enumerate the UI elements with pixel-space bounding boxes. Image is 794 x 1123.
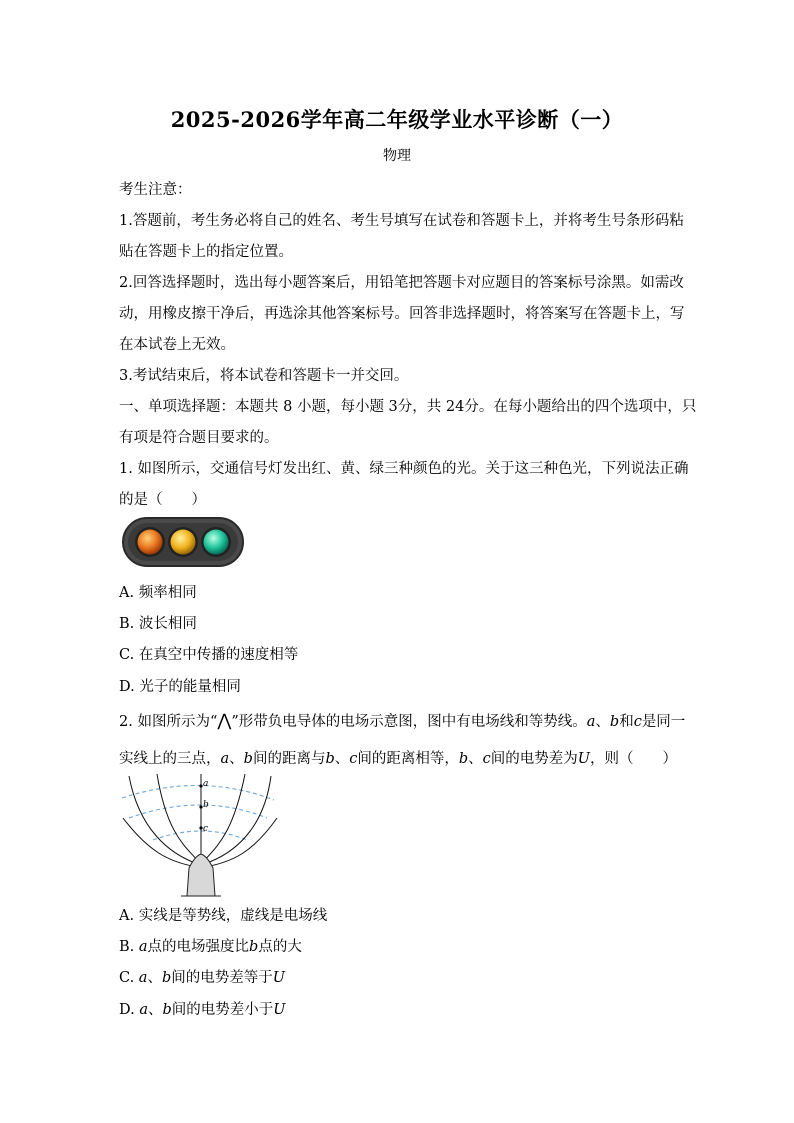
option-text: C. [119, 970, 139, 986]
q2-stem-text: 间的距离相等， [357, 751, 459, 767]
notice-item-2-line-2: 动，用橡皮擦干净后，再选涂其他答案标号。回答非选择题时，将答案写在答题卡上，写 [119, 306, 685, 322]
field-lines [123, 774, 277, 867]
var-b: b [249, 939, 259, 955]
q2-stem-line-2 [119, 747, 677, 768]
option-text: 、 [147, 1002, 163, 1018]
var-a: a [586, 714, 596, 730]
q2-option-a: A. 实线是等势线，虚线是电场线 [119, 908, 328, 924]
electric-field-figure [119, 774, 279, 898]
q2-stem-text: 间的距离与 [252, 751, 326, 767]
q2-option-d [119, 998, 286, 1019]
notice-heading: 考生注意： [119, 182, 192, 198]
q2-stem-text: 、 [229, 751, 244, 767]
q1-stem-line-2: 的是（ ） [119, 492, 206, 508]
q1-option-d: D. 光子的能量相同 [119, 679, 241, 695]
option-text: 、 [147, 970, 162, 986]
q2-stem-text: 实线上的三点， [119, 751, 221, 767]
option-text: 间的电势差等于 [171, 970, 273, 986]
q2-option-b [119, 935, 302, 956]
q2-stem-text: ”形带负电导体的电场示意图，图中有电场线和等势线。 [231, 714, 587, 730]
point-b-label: b [203, 800, 209, 810]
yellow-light [171, 530, 196, 555]
q2-stem-text: 、 [334, 751, 350, 767]
option-text: D. [119, 1002, 140, 1018]
notice-item-2-line-1: 2.回答选择题时，选出每小题答案后，用铅笔把答题卡对应题目的答案标号涂黑。如需改 [119, 275, 684, 291]
notice-item-1-line-2: 贴在答题卡上的指定位置。 [119, 244, 293, 260]
var-a: a [139, 1002, 148, 1018]
q2-stem-text: 间的电势差为 [490, 751, 578, 767]
subject-label: 物理 [383, 148, 411, 164]
notice-item-2-line-3: 在本试卷上无效。 [119, 337, 235, 353]
var-c: c [633, 714, 642, 730]
var-u: U [272, 970, 285, 986]
lambda-shape-symbol: ⋀ [217, 711, 232, 731]
var-a: a [138, 970, 148, 986]
var-b: b [325, 751, 335, 767]
option-text: 点的电场强度比 [147, 939, 250, 955]
lambda-conductor [187, 854, 215, 896]
var-u: U [273, 1002, 286, 1018]
var-a: a [220, 751, 230, 767]
red-light [138, 530, 163, 555]
var-a: a [138, 939, 148, 955]
q2-stem-text: 是同一 [641, 714, 686, 730]
option-text: B. [119, 939, 139, 955]
q2-option-c [119, 966, 285, 987]
var-c: c [349, 751, 358, 767]
var-b: b [161, 970, 172, 986]
point-c-label: c [203, 824, 209, 834]
q1-stem-line-1: 1. 如图所示，交通信号灯发出红、黄、绿三种颜色的光。关于这三种色光，下列说法正确 [119, 461, 689, 477]
q2-stem-line-1 [119, 710, 685, 731]
q2-stem-text: 、 [595, 714, 610, 730]
q1-option-b: B. 波长相同 [119, 616, 197, 632]
q1-option-a: A. 频率相同 [119, 585, 197, 601]
var-b: b [162, 1002, 172, 1018]
q1-option-c: C. 在真空中传播的速度相等 [119, 647, 299, 663]
green-light [204, 530, 229, 555]
var-b: b [609, 714, 620, 730]
notice-item-3: 3.考试结束后，将本试卷和答题卡一并交回。 [119, 368, 409, 384]
q2-stem-text: 和 [619, 714, 634, 730]
equipotential-lines [122, 785, 274, 840]
q2-stem-text: ，则（ ） [590, 751, 678, 767]
option-text: 间的电势差小于 [171, 1002, 274, 1018]
traffic-light-figure [122, 516, 244, 568]
notice-item-1-line-1: 1.答题前，考生务必将自己的姓名、考生号填写在试卷和答题卡上，并将考生号条形码粘 [119, 213, 684, 229]
var-b: b [458, 751, 469, 767]
var-c: c [482, 751, 491, 767]
section-1-line-1: 一、单项选择题：本题共 8 小题，每小题 3分，共 24分。在每小题给出的四个选项中，只 [119, 399, 697, 415]
section-1-line-2: 有项是符合题目要求的。 [119, 430, 279, 446]
var-u: U [577, 751, 591, 767]
q2-stem-text: 2. 如图所示为“ [119, 714, 218, 730]
q2-stem-text: 、 [468, 751, 483, 767]
option-text: 点的大 [258, 939, 302, 955]
var-b: b [243, 751, 253, 767]
point-a-label: a [203, 779, 209, 789]
page-title: 2025-2026学年高二年级学业水平诊断（一） [170, 107, 624, 132]
